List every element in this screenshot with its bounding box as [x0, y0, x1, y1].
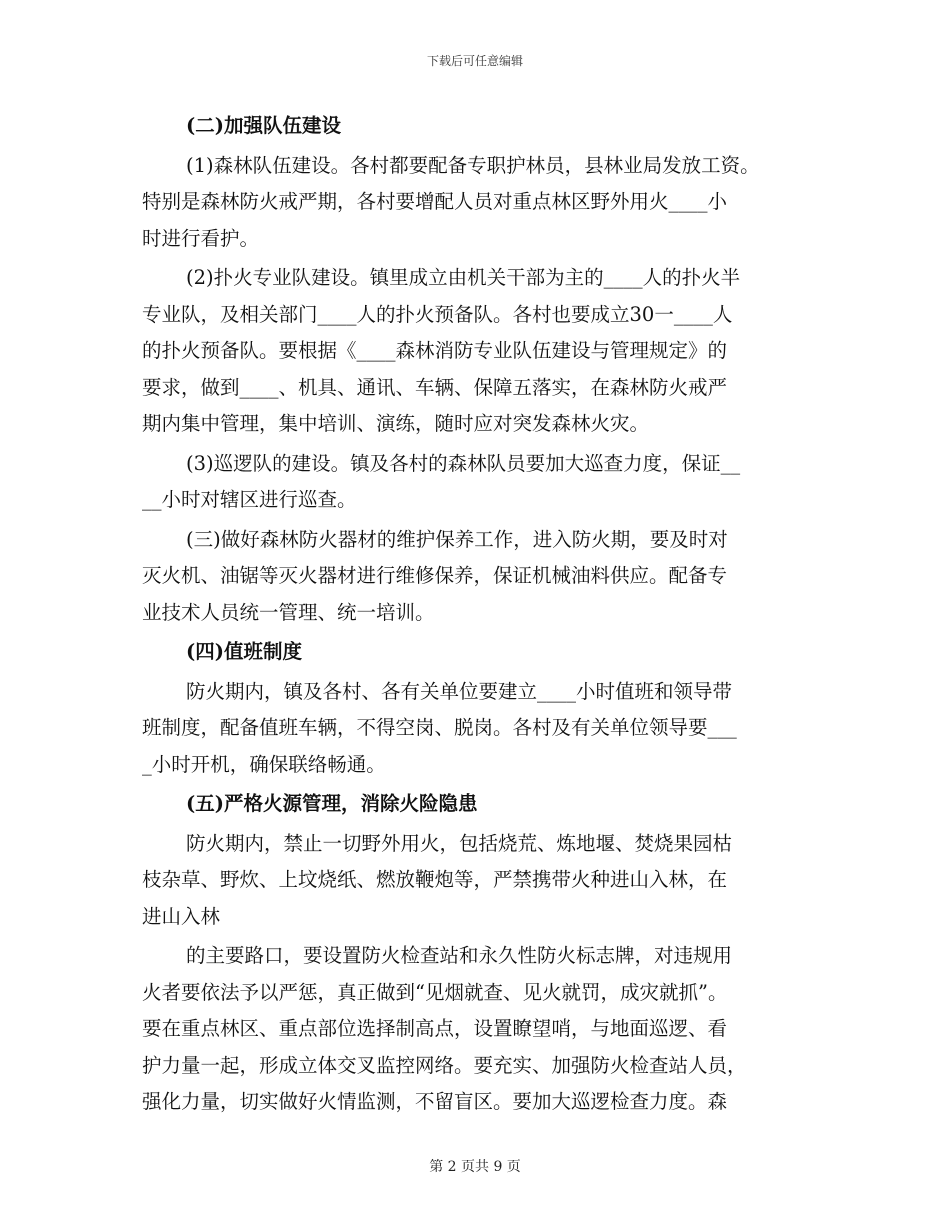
text-line: (四)值班制度 — [186, 640, 302, 663]
text-line: _小时开机，确保联络畅通。 — [142, 752, 386, 776]
paragraph-firefighting-team — [142, 260, 812, 443]
text-line: (2)扑火专业队建设。镇里成立由机关干部为主的____人的扑火半 — [186, 266, 741, 289]
page-footer: 第 2 页共 9 页 — [429, 1159, 521, 1175]
text-line: 要在重点林区、重点部位选择制高点，设置瞭望哨，与地面巡逻、看 — [142, 1017, 728, 1040]
paragraph-patrol-team — [142, 446, 812, 519]
text-line: 的扑火预备队。要根据《____森林消防专业队伍建设与管理规定》的 — [142, 339, 728, 362]
text-line: 班制度，配备值班车辆，不得空岗、脱岗。各村及有关单位领导要___ — [142, 716, 737, 739]
text-line: 进山入林 — [142, 904, 221, 928]
text-line: 火者要依法予以严惩，真正做到“见烟就查、见火就罚，成灾就抓”。 — [142, 980, 728, 1004]
text-line: 强化力量，切实做好火情监测，不留盲区。要加大巡逻检查力度。森 — [142, 1090, 728, 1113]
text-line: (二)加强队伍建设 — [186, 114, 341, 137]
text-line: __小时对辖区进行巡查。 — [142, 488, 357, 511]
heading-duty-system — [142, 634, 812, 671]
text-line: 灭火机、油锯等灭火器材进行维修保养，保证机械油料供应。配备专 — [142, 564, 728, 587]
text-line: 时进行看护。 — [142, 226, 260, 250]
document-body — [142, 108, 812, 1121]
text-line: 的主要路口，要设置防火检查站和永久性防火标志牌，对违规用 — [186, 944, 733, 967]
paragraph-checkpoints — [142, 938, 812, 1121]
paragraph-duty-system — [142, 674, 812, 784]
text-line: 护力量一起，形成立体交叉监控网络。要充实、加强防火检查站人员， — [142, 1053, 747, 1077]
text-line: 期内集中管理，集中培训、演练，随时应对突发森林火灾。 — [142, 412, 650, 435]
text-line: 枝杂草、野炊、上坟烧纸、燃放鞭炮等，严禁携带火种进山入林，在 — [142, 868, 728, 891]
text-line: 特别是森林防火戒严期，各村要增配人员对重点林区野外用火____小 — [142, 190, 728, 213]
text-line: 防火期内，禁止一切野外用火，包括烧荒、炼地堰、焚烧果园枯 — [186, 831, 733, 855]
text-line: 要求，做到____、机具、通讯、车辆、保障五落实，在森林防火戒严 — [142, 375, 728, 399]
text-line: 业技术人员统一管理、统一培训。 — [142, 600, 435, 624]
heading-team-building — [142, 108, 812, 145]
paragraph-equipment-maintenance — [142, 522, 812, 632]
page-header: 下载后可任意编辑 — [426, 54, 523, 68]
text-line: (3)巡逻队的建设。镇及各村的森林队员要加大巡查力度，保证__ — [186, 451, 741, 475]
heading-fire-source — [142, 786, 812, 823]
text-line: 专业队，及相关部门____人的扑火预备队。各村也要成立30一____人 — [142, 302, 733, 326]
paragraph-fire-ban — [142, 826, 812, 936]
text-line: (五)严格火源管理，消除火险隐患 — [186, 792, 478, 815]
text-line: (1)森林队伍建设。各村都要配备专职护林员，县林业局发放工资。 — [186, 153, 760, 177]
paragraph-forest-team — [142, 148, 812, 258]
text-line: (三)做好森林防火器材的维护保养工作，进入防火期，要及时对 — [186, 527, 728, 551]
text-line: 防火期内，镇及各村、各有关单位要建立____小时值班和领导带 — [186, 679, 733, 703]
